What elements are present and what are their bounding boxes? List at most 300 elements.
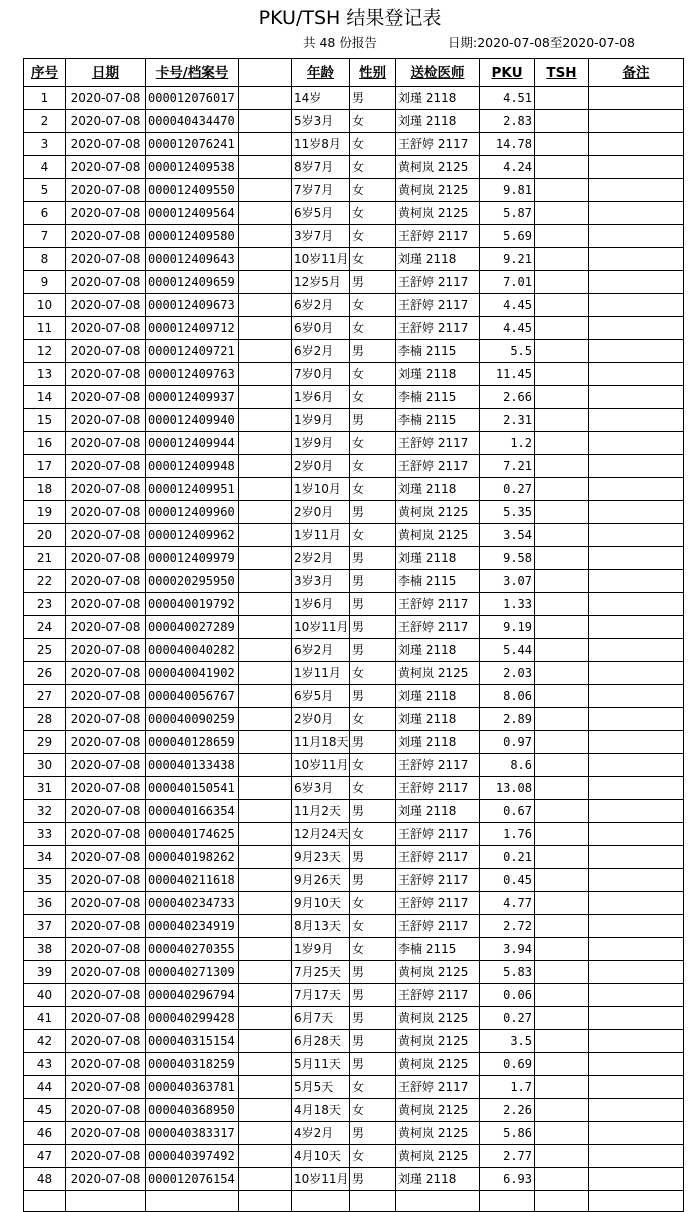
cell-pku: 7.21 <box>480 455 535 478</box>
cell-pku: 1.33 <box>480 593 535 616</box>
cell-blank <box>239 616 292 639</box>
table-row <box>24 1053 684 1076</box>
table-row <box>24 547 684 570</box>
cell-age: 1岁10月 <box>292 478 350 501</box>
cell-tsh <box>535 731 589 754</box>
cell-tsh <box>535 593 589 616</box>
cell-age: 7岁0月 <box>292 363 350 386</box>
cell-date: 2020-07-08 <box>66 133 146 156</box>
table-row <box>24 662 684 685</box>
col-header-doctor: 送检医师 <box>396 59 480 87</box>
cell-tsh <box>535 961 589 984</box>
cell-card: 000040133438 <box>146 754 239 777</box>
table-row <box>24 984 684 1007</box>
cell-tsh <box>535 432 589 455</box>
cell-card: 000040318259 <box>146 1053 239 1076</box>
cell-age: 6岁5月 <box>292 202 350 225</box>
cell-doctor: 黄柯岚 2125 <box>396 1053 480 1076</box>
date-range: 日期:2020-07-08至2020-07-08 <box>448 35 635 50</box>
cell-pku: 8.6 <box>480 754 535 777</box>
table-row <box>24 501 684 524</box>
cell-doctor: 王舒婷 2117 <box>396 754 480 777</box>
cell-note <box>589 1007 684 1030</box>
cell-card: 000012409962 <box>146 524 239 547</box>
cell-date: 2020-07-08 <box>66 1030 146 1053</box>
table-row <box>24 1076 684 1099</box>
cell-doctor: 黄柯岚 2125 <box>396 202 480 225</box>
cell-tsh <box>535 823 589 846</box>
cell-blank <box>239 1168 292 1191</box>
cell-doctor: 王舒婷 2117 <box>396 892 480 915</box>
col-header-sex: 性别 <box>350 59 396 87</box>
cell-card: 000020295950 <box>146 570 239 593</box>
col-header-pku: PKU <box>480 59 535 87</box>
cell-tsh <box>535 110 589 133</box>
cell-empty <box>239 1191 292 1212</box>
cell-tsh <box>535 1053 589 1076</box>
cell-pku: 2.83 <box>480 110 535 133</box>
cell-doctor: 刘瑾 2118 <box>396 363 480 386</box>
cell-sex: 男 <box>350 1030 396 1053</box>
cell-note <box>589 271 684 294</box>
cell-seq: 42 <box>24 1030 66 1053</box>
cell-doctor: 王舒婷 2117 <box>396 915 480 938</box>
cell-tsh <box>535 685 589 708</box>
cell-note <box>589 1053 684 1076</box>
cell-blank <box>239 501 292 524</box>
table-row <box>24 1030 684 1053</box>
table-row <box>24 340 684 363</box>
cell-sex: 男 <box>350 547 396 570</box>
cell-blank <box>239 340 292 363</box>
cell-card: 000040090259 <box>146 708 239 731</box>
cell-blank <box>239 110 292 133</box>
cell-age: 6岁2月 <box>292 294 350 317</box>
cell-sex: 女 <box>350 1099 396 1122</box>
cell-tsh <box>535 409 589 432</box>
cell-doctor: 王舒婷 2117 <box>396 432 480 455</box>
cell-seq: 2 <box>24 110 66 133</box>
cell-date: 2020-07-08 <box>66 432 146 455</box>
cell-blank <box>239 984 292 1007</box>
cell-note <box>589 1145 684 1168</box>
cell-seq: 30 <box>24 754 66 777</box>
cell-sex: 女 <box>350 133 396 156</box>
cell-date: 2020-07-08 <box>66 662 146 685</box>
report-title: PKU/TSH 结果登记表 <box>258 7 442 29</box>
cell-seq: 25 <box>24 639 66 662</box>
cell-tsh <box>535 340 589 363</box>
cell-seq: 20 <box>24 524 66 547</box>
cell-seq: 40 <box>24 984 66 1007</box>
cell-doctor: 黄柯岚 2125 <box>396 961 480 984</box>
cell-card: 000040166354 <box>146 800 239 823</box>
cell-doctor: 刘瑾 2118 <box>396 478 480 501</box>
cell-tsh <box>535 938 589 961</box>
table-row <box>24 455 684 478</box>
cell-sex: 男 <box>350 846 396 869</box>
cell-sex: 女 <box>350 938 396 961</box>
cell-tsh <box>535 179 589 202</box>
cell-blank <box>239 708 292 731</box>
cell-age: 5月11天 <box>292 1053 350 1076</box>
cell-age: 8月13天 <box>292 915 350 938</box>
cell-seq: 3 <box>24 133 66 156</box>
cell-card: 000012409948 <box>146 455 239 478</box>
cell-sex: 女 <box>350 179 396 202</box>
cell-sex: 男 <box>350 869 396 892</box>
table-row <box>24 1145 684 1168</box>
cell-seq: 45 <box>24 1099 66 1122</box>
cell-note <box>589 754 684 777</box>
cell-sex: 女 <box>350 754 396 777</box>
cell-sex: 女 <box>350 892 396 915</box>
cell-doctor: 黄柯岚 2125 <box>396 156 480 179</box>
cell-tsh <box>535 984 589 1007</box>
cell-card: 000040296794 <box>146 984 239 1007</box>
cell-note <box>589 731 684 754</box>
cell-tsh <box>535 547 589 570</box>
cell-doctor: 黄柯岚 2125 <box>396 501 480 524</box>
table-row <box>24 754 684 777</box>
cell-age: 6岁0月 <box>292 317 350 340</box>
cell-seq: 19 <box>24 501 66 524</box>
cell-age: 1岁6月 <box>292 593 350 616</box>
cell-sex: 女 <box>350 363 396 386</box>
cell-age: 6岁2月 <box>292 340 350 363</box>
cell-age: 10岁11月 <box>292 754 350 777</box>
cell-sex: 男 <box>350 1007 396 1030</box>
cell-age: 6岁5月 <box>292 685 350 708</box>
cell-age: 10岁11月 <box>292 616 350 639</box>
cell-seq: 15 <box>24 409 66 432</box>
cell-note <box>589 984 684 1007</box>
cell-note <box>589 1076 684 1099</box>
cell-doctor: 李楠 2115 <box>396 938 480 961</box>
cell-blank <box>239 179 292 202</box>
cell-blank <box>239 892 292 915</box>
cell-blank <box>239 685 292 708</box>
cell-sex: 男 <box>350 616 396 639</box>
cell-tsh <box>535 455 589 478</box>
cell-pku: 5.87 <box>480 202 535 225</box>
cell-pku: 3.54 <box>480 524 535 547</box>
cell-blank <box>239 662 292 685</box>
cell-date: 2020-07-08 <box>66 1053 146 1076</box>
cell-tsh <box>535 363 589 386</box>
cell-doctor: 王舒婷 2117 <box>396 271 480 294</box>
cell-tsh <box>535 869 589 892</box>
cell-card: 000040150541 <box>146 777 239 800</box>
cell-seq: 12 <box>24 340 66 363</box>
cell-note <box>589 800 684 823</box>
cell-date: 2020-07-08 <box>66 225 146 248</box>
cell-sex: 女 <box>350 386 396 409</box>
cell-age: 5月5天 <box>292 1076 350 1099</box>
cell-blank <box>239 846 292 869</box>
cell-age: 1岁9月 <box>292 938 350 961</box>
cell-seq: 7 <box>24 225 66 248</box>
cell-date: 2020-07-08 <box>66 110 146 133</box>
cell-age: 11岁8月 <box>292 133 350 156</box>
cell-seq: 38 <box>24 938 66 961</box>
report-count: 共 48 份报告 <box>303 35 377 50</box>
cell-card: 000012409937 <box>146 386 239 409</box>
cell-date: 2020-07-08 <box>66 501 146 524</box>
cell-note <box>589 202 684 225</box>
cell-doctor: 黄柯岚 2125 <box>396 1007 480 1030</box>
cell-seq: 22 <box>24 570 66 593</box>
cell-blank <box>239 478 292 501</box>
cell-blank <box>239 202 292 225</box>
table-row <box>24 363 684 386</box>
cell-tsh <box>535 1076 589 1099</box>
cell-blank <box>239 961 292 984</box>
cell-date: 2020-07-08 <box>66 616 146 639</box>
cell-tsh <box>535 386 589 409</box>
table-row <box>24 271 684 294</box>
table-row <box>24 87 684 110</box>
table-row <box>24 1168 684 1191</box>
cell-date: 2020-07-08 <box>66 846 146 869</box>
cell-pku: 14.78 <box>480 133 535 156</box>
cell-card: 000012409673 <box>146 294 239 317</box>
cell-pku: 5.44 <box>480 639 535 662</box>
cell-seq: 36 <box>24 892 66 915</box>
cell-card: 000040234733 <box>146 892 239 915</box>
table-row <box>24 1122 684 1145</box>
cell-note <box>589 823 684 846</box>
cell-tsh <box>535 1007 589 1030</box>
cell-blank <box>239 87 292 110</box>
cell-doctor: 黄柯岚 2125 <box>396 662 480 685</box>
cell-pku: 9.58 <box>480 547 535 570</box>
cell-note <box>589 432 684 455</box>
cell-date: 2020-07-08 <box>66 386 146 409</box>
cell-date: 2020-07-08 <box>66 593 146 616</box>
cell-date: 2020-07-08 <box>66 938 146 961</box>
cell-empty <box>589 1191 684 1212</box>
cell-sex: 男 <box>350 501 396 524</box>
cell-pku: 4.51 <box>480 87 535 110</box>
cell-note <box>589 501 684 524</box>
cell-seq: 11 <box>24 317 66 340</box>
cell-note <box>589 455 684 478</box>
table-row <box>24 524 684 547</box>
cell-seq: 16 <box>24 432 66 455</box>
cell-empty <box>350 1191 396 1212</box>
cell-note <box>589 478 684 501</box>
cell-pku: 0.27 <box>480 478 535 501</box>
cell-date: 2020-07-08 <box>66 823 146 846</box>
cell-sex: 女 <box>350 294 396 317</box>
cell-note <box>589 846 684 869</box>
cell-date: 2020-07-08 <box>66 961 146 984</box>
table-row <box>24 294 684 317</box>
cell-age: 4月18天 <box>292 1099 350 1122</box>
cell-date: 2020-07-08 <box>66 294 146 317</box>
cell-pku: 4.24 <box>480 156 535 179</box>
cell-seq: 26 <box>24 662 66 685</box>
table-row <box>24 179 684 202</box>
cell-card: 000040174625 <box>146 823 239 846</box>
cell-seq: 47 <box>24 1145 66 1168</box>
cell-seq: 31 <box>24 777 66 800</box>
cell-doctor: 刘瑾 2118 <box>396 708 480 731</box>
cell-age: 4月10天 <box>292 1145 350 1168</box>
cell-doctor: 王舒婷 2117 <box>396 777 480 800</box>
cell-pku: 1.76 <box>480 823 535 846</box>
cell-tsh <box>535 800 589 823</box>
cell-tsh <box>535 225 589 248</box>
cell-pku: 1.2 <box>480 432 535 455</box>
cell-sex: 男 <box>350 570 396 593</box>
cell-blank <box>239 409 292 432</box>
cell-doctor: 王舒婷 2117 <box>396 317 480 340</box>
table-row <box>24 570 684 593</box>
cell-empty <box>66 1191 146 1212</box>
cell-doctor: 刘瑾 2118 <box>396 87 480 110</box>
cell-pku: 11.45 <box>480 363 535 386</box>
cell-doctor: 李楠 2115 <box>396 386 480 409</box>
cell-empty <box>396 1191 480 1212</box>
cell-pku: 0.97 <box>480 731 535 754</box>
cell-tsh <box>535 846 589 869</box>
cell-age: 1岁9月 <box>292 432 350 455</box>
cell-date: 2020-07-08 <box>66 1076 146 1099</box>
cell-tsh <box>535 754 589 777</box>
cell-blank <box>239 133 292 156</box>
cell-date: 2020-07-08 <box>66 984 146 1007</box>
cell-blank <box>239 455 292 478</box>
cell-doctor: 王舒婷 2117 <box>396 984 480 1007</box>
cell-age: 3岁3月 <box>292 570 350 593</box>
cell-note <box>589 639 684 662</box>
table-row <box>24 409 684 432</box>
cell-card: 000012409712 <box>146 317 239 340</box>
cell-blank <box>239 800 292 823</box>
header-row <box>24 59 684 87</box>
cell-card: 000012409659 <box>146 271 239 294</box>
cell-card: 000040434470 <box>146 110 239 133</box>
cell-card: 000040128659 <box>146 731 239 754</box>
col-header-age: 年龄 <box>292 59 350 87</box>
cell-age: 12月24天 <box>292 823 350 846</box>
cell-date: 2020-07-08 <box>66 1007 146 1030</box>
cell-pku: 2.31 <box>480 409 535 432</box>
cell-card: 000012409721 <box>146 340 239 363</box>
cell-pku: 3.07 <box>480 570 535 593</box>
cell-note <box>589 570 684 593</box>
cell-note <box>589 133 684 156</box>
cell-seq: 18 <box>24 478 66 501</box>
cell-doctor: 王舒婷 2117 <box>396 1076 480 1099</box>
cell-sex: 女 <box>350 225 396 248</box>
cell-age: 9月23天 <box>292 846 350 869</box>
cell-note <box>589 915 684 938</box>
cell-doctor: 刘瑾 2118 <box>396 731 480 754</box>
cell-seq: 27 <box>24 685 66 708</box>
cell-pku: 5.86 <box>480 1122 535 1145</box>
table-row <box>24 869 684 892</box>
cell-date: 2020-07-08 <box>66 892 146 915</box>
cell-age: 2岁2月 <box>292 547 350 570</box>
cell-card: 000012409580 <box>146 225 239 248</box>
table-row <box>24 616 684 639</box>
cell-seq: 44 <box>24 1076 66 1099</box>
cell-card: 000040270355 <box>146 938 239 961</box>
cell-age: 14岁 <box>292 87 350 110</box>
cell-doctor: 王舒婷 2117 <box>396 823 480 846</box>
cell-sex: 女 <box>350 662 396 685</box>
cell-sex: 男 <box>350 961 396 984</box>
cell-pku: 8.06 <box>480 685 535 708</box>
cell-pku: 9.81 <box>480 179 535 202</box>
cell-note <box>589 386 684 409</box>
cell-blank <box>239 1076 292 1099</box>
table-row <box>24 317 684 340</box>
cell-tsh <box>535 662 589 685</box>
cell-pku: 5.69 <box>480 225 535 248</box>
table-row <box>24 1099 684 1122</box>
table-row <box>24 156 684 179</box>
cell-pku: 9.21 <box>480 248 535 271</box>
cell-pku: 5.35 <box>480 501 535 524</box>
cell-tsh <box>535 248 589 271</box>
cell-doctor: 王舒婷 2117 <box>396 846 480 869</box>
table-row <box>24 202 684 225</box>
cell-note <box>589 248 684 271</box>
cell-date: 2020-07-08 <box>66 478 146 501</box>
cell-date: 2020-07-08 <box>66 685 146 708</box>
table-row <box>24 225 684 248</box>
cell-blank <box>239 570 292 593</box>
cell-pku: 0.06 <box>480 984 535 1007</box>
cell-note <box>589 708 684 731</box>
table-row <box>24 915 684 938</box>
cell-note <box>589 1030 684 1053</box>
cell-sex: 女 <box>350 777 396 800</box>
cell-seq: 46 <box>24 1122 66 1145</box>
cell-seq: 17 <box>24 455 66 478</box>
cell-blank <box>239 823 292 846</box>
cell-seq: 21 <box>24 547 66 570</box>
table-row <box>24 248 684 271</box>
cell-doctor: 刘瑾 2118 <box>396 547 480 570</box>
cell-doctor: 黄柯岚 2125 <box>396 524 480 547</box>
cell-age: 7月25天 <box>292 961 350 984</box>
col-header-blank <box>239 59 292 87</box>
cell-seq: 14 <box>24 386 66 409</box>
register-table <box>23 58 684 1212</box>
cell-seq: 8 <box>24 248 66 271</box>
cell-doctor: 黄柯岚 2125 <box>396 179 480 202</box>
cell-sex: 女 <box>350 248 396 271</box>
cell-date: 2020-07-08 <box>66 547 146 570</box>
cell-date: 2020-07-08 <box>66 202 146 225</box>
cell-date: 2020-07-08 <box>66 731 146 754</box>
cell-pku: 2.03 <box>480 662 535 685</box>
cell-date: 2020-07-08 <box>66 409 146 432</box>
cell-note <box>589 1168 684 1191</box>
cell-age: 12岁5月 <box>292 271 350 294</box>
cell-age: 7月17天 <box>292 984 350 1007</box>
cell-age: 2岁0月 <box>292 455 350 478</box>
cell-age: 9月26天 <box>292 869 350 892</box>
cell-pku: 0.69 <box>480 1053 535 1076</box>
cell-card: 000040299428 <box>146 1007 239 1030</box>
cell-card: 000012409944 <box>146 432 239 455</box>
